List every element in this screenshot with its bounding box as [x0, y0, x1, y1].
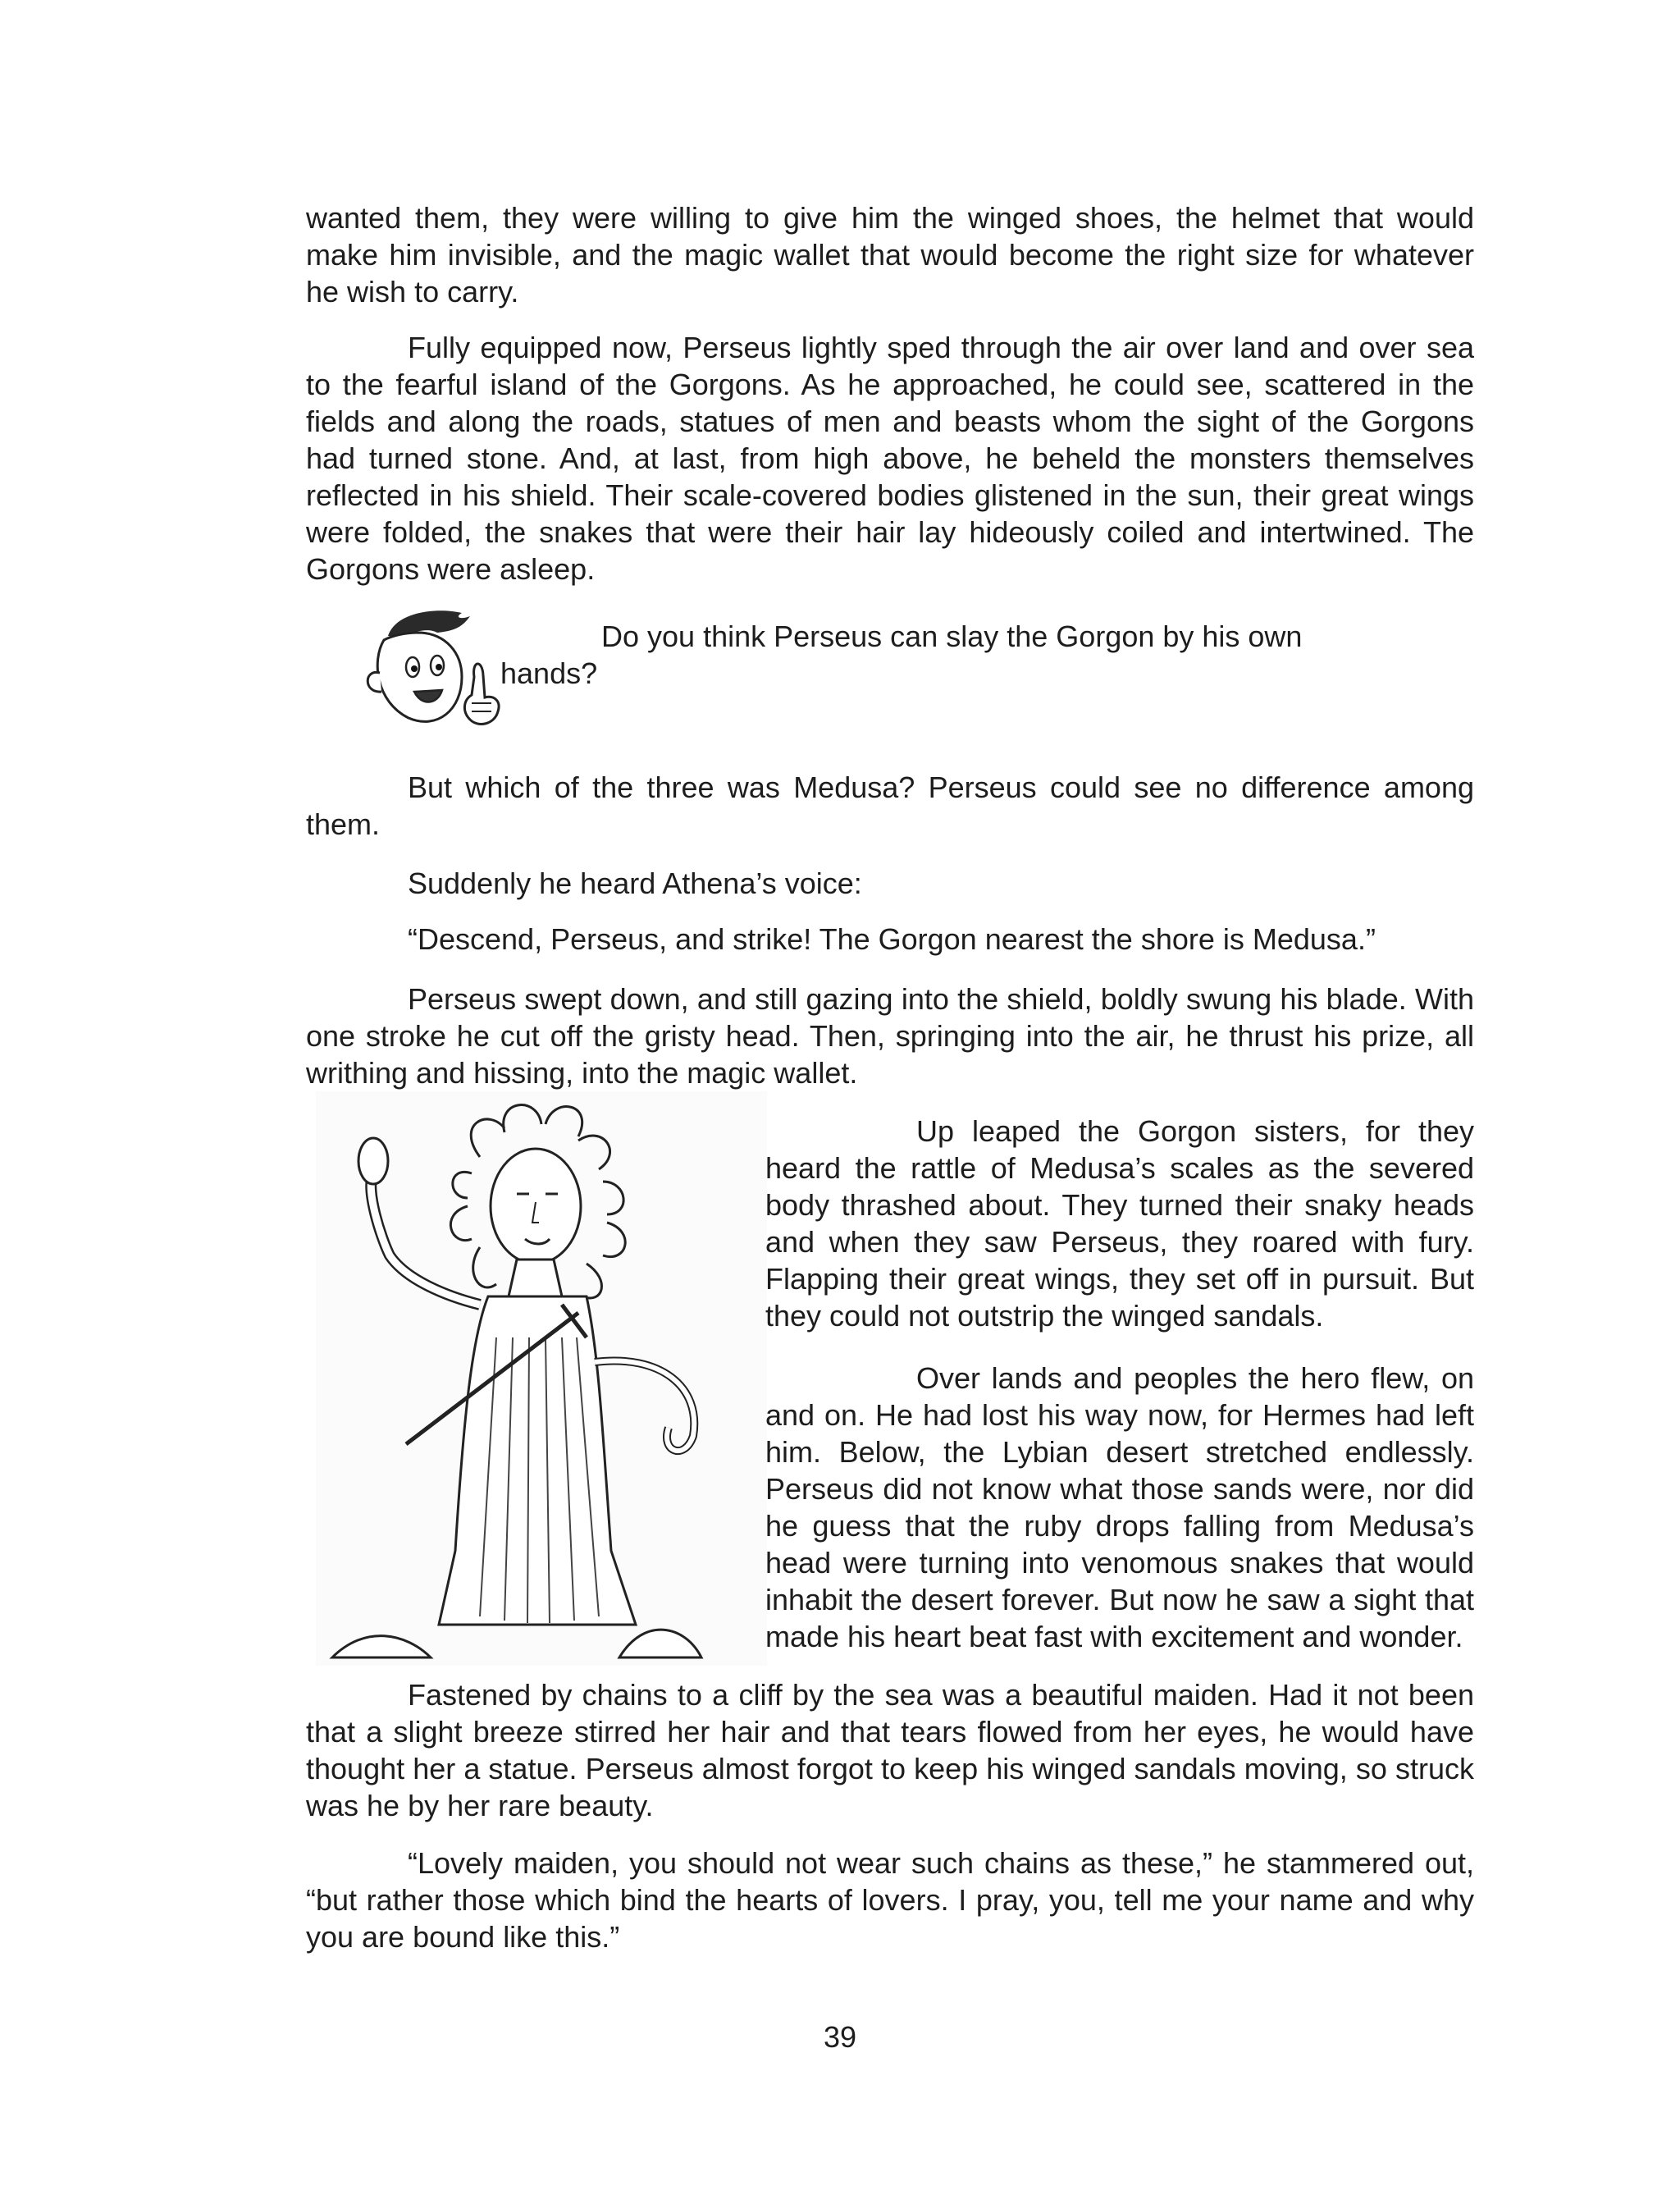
paragraph-equipped: [306, 329, 1474, 588]
paragraph-fastened: [306, 1676, 1474, 1824]
paragraph-text: Fastened by chains to a cliff by the sea was a beautiful maiden. Had it not been that a slight breeze stirred her hair and that tears flowed from her eyes, he would have thought her a statue. Perseus almost forgot to keep his winged sandals moving, so struck was he by her rare beauty.: [306, 1678, 1474, 1822]
paragraph-text: Suddenly he heard Athena’s voice:: [408, 866, 862, 900]
paragraph-upleaped: [765, 1113, 1474, 1334]
page-number: 39: [823, 2020, 857, 2054]
paragraph-text: But which of the three was Medusa? Perseus could see no difference among them.: [306, 770, 1474, 841]
paragraph-text: Up leaped the Gorgon sisters, for they heard the rattle of Medusa’s scales as the severed body thrashed about. They turned their snaky heads and when they saw Perseus, they roared with fury. Flapping their great wings, they set off in pursuit. But they could not outstrip the winged sandals.: [765, 1114, 1474, 1333]
paragraph-text: Perseus swept down, and still gazing into the shield, boldly swung his blade. With one stroke he cut off the gristy head. Then, springing into the air, he thrust his prize, all writhing and hissing, into the magic wallet.: [306, 982, 1474, 1090]
paragraph-overlands: [765, 1360, 1474, 1655]
think-prompt: [306, 603, 1474, 751]
medusa-illustration: [316, 1091, 767, 1666]
think-question: Do you think Perseus can slay the Gorgon by his own: [601, 620, 1303, 653]
thinking-boy-icon: [339, 603, 519, 738]
paragraph-text: “Lovely maiden, you should not wear such chains as these,” he stammered out, “but rather those which bind the hearts of lovers. I pray, you, tell me your name and why you are bound like this.”: [306, 1846, 1474, 1954]
paragraph-lovely: [306, 1845, 1474, 1955]
paragraph-text: Fully equipped now, Perseus lightly sped through the air over land and over sea to the fearful island of the Gorgons. As he approached, he could see, scattered in the fields and along the roads, statues of men and beasts whom the sight of the Gorgons had turned stone. And, at last, from high above, he beheld the monsters themselves reflected in his shield. Their scale-covered bodies glistened in the sun, their great wings were folded, the snakes that were their hair lay hideously coiled and intertwined. The Gorgons were asleep.: [306, 331, 1474, 586]
paragraph-text: Over lands and peoples the hero flew, on and on. He had lost his way now, for Hermes had left him. Below, the Lybian desert stretched endlessly. Perseus did not know what those sands were, nor did he guess that the ruby drops falling from Medusa’s head were turning into venomous snakes that would inhabit the desert forever. But now he saw a sight that made his heart beat fast with excitement and wonder.: [765, 1361, 1474, 1653]
paragraph-top: [306, 199, 1474, 310]
think-question-continued: hands?: [500, 656, 598, 690]
paragraph-which: [306, 769, 1474, 843]
paragraph-swept: [306, 981, 1474, 1091]
paragraph-text: wanted them, they were willing to give him the winged shoes, the helmet that would make him invisible, and the magic wallet that would become the right size for whatever he wish to carry.: [306, 201, 1474, 309]
paragraph-text: “Descend, Perseus, and strike! The Gorgon nearest the shore is Medusa.”: [408, 922, 1376, 956]
paragraph-suddenly: [306, 865, 1474, 902]
paragraph-descend: [306, 921, 1474, 958]
